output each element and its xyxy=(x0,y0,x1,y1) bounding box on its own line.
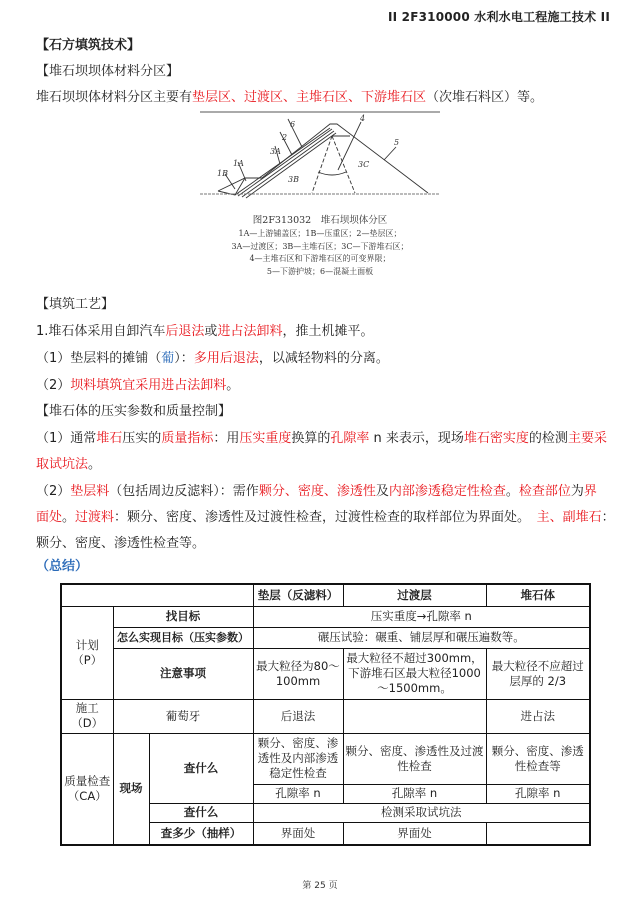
text-run: （包括周边反滤料）：需作 xyxy=(109,484,259,499)
cell: 最大粒径不超过300mm，下游堆石区最大粒径1000～1500mm。 xyxy=(343,648,486,699)
process-line-2 xyxy=(36,351,389,367)
cell: 孔隙率 n xyxy=(343,784,486,803)
highlight-text: 质量指标 xyxy=(161,431,214,446)
figure-caption-line: 3A—过渡区；3B—主堆石区；3C—下游堆石区； xyxy=(231,241,409,251)
fig-label-3c: 3C xyxy=(358,160,370,169)
text-run: ： xyxy=(601,510,615,525)
col-header: 堆石体 xyxy=(486,584,590,606)
text-run: 的检测 xyxy=(528,431,568,446)
site-label: 现场 xyxy=(113,733,149,845)
highlight-text: 取试坑法 xyxy=(36,457,89,472)
highlight-text: 主要采 xyxy=(567,431,607,446)
highlight-text: 过渡料 xyxy=(75,510,115,525)
table-header-row xyxy=(61,584,590,606)
cell: 检测采取试坑法 xyxy=(253,803,590,822)
text-run: 压实的 xyxy=(122,431,162,446)
cell: 进占法 xyxy=(486,699,590,733)
quality-p1-line-1 xyxy=(36,431,607,447)
cell: 孔隙率 n xyxy=(253,784,343,803)
cell: 颗分、密度、渗透性及过渡性检查 xyxy=(343,733,486,784)
fig-label-4: 4 xyxy=(360,114,366,123)
row-label: 注意事项 xyxy=(113,648,253,699)
zoning-heading: 【堆石坝坝体材料分区】 xyxy=(36,64,180,79)
fig-label-2: 2 xyxy=(282,133,288,142)
col-header: 过渡层 xyxy=(343,584,486,606)
text-run: （1）通常 xyxy=(36,431,97,446)
figure-caption-title: 图2F313032 堆石坝坝体分区 xyxy=(252,215,388,226)
zone-boundary-right xyxy=(332,136,355,193)
text-run: 及 xyxy=(375,484,389,499)
cell: 压实重度→孔隙率 n xyxy=(253,606,590,627)
table-corner-cell xyxy=(61,584,253,606)
cell: 颗分、密度、渗透性及内部渗透稳定性检查 xyxy=(253,733,343,784)
row-label: 查什么 xyxy=(149,733,253,803)
text-run: 颗分、密度、渗透性检查等。 xyxy=(36,536,206,551)
text-run: （1）垫层料的摊铺（ xyxy=(36,351,162,366)
page-header: II 2F310000 水利水电工程施工技术 II xyxy=(387,10,610,24)
table-row xyxy=(61,648,590,699)
highlight-text: 检查部位 xyxy=(518,484,571,499)
highlight-text: 颗分、密度、渗透性 xyxy=(258,484,376,499)
cell xyxy=(486,822,590,845)
cell: 界面处 xyxy=(343,822,486,845)
quality-p2-line-2 xyxy=(36,510,615,526)
highlight-text: 面处 xyxy=(36,510,63,525)
do-label: 施工（D） xyxy=(61,699,113,733)
process-line-1 xyxy=(36,324,373,340)
row-label: 找目标 xyxy=(113,606,253,627)
dam-outline xyxy=(218,124,428,193)
cell: 最大粒径不应超过层厚的 2/3 xyxy=(486,648,590,699)
row-label: 葡萄牙 xyxy=(113,699,253,733)
fig-label-3b: 3B xyxy=(288,175,299,184)
row-label: 查多少（抽样） xyxy=(149,822,253,845)
quality-p2-line-1 xyxy=(36,484,597,500)
cell: 界面处 xyxy=(253,822,343,845)
section-title: 【石方填筑技术】 xyxy=(36,38,141,53)
process-line-3 xyxy=(36,378,239,394)
page-number: 第 25 页 xyxy=(302,881,338,891)
text-run: 。 xyxy=(505,484,519,499)
row-label: 查什么 xyxy=(149,803,253,822)
text-run: 堆石坝坝体材料分区主要有 xyxy=(36,90,193,105)
quality-heading: 【堆石体的压实参数和质量控制】 xyxy=(36,404,232,419)
variable-boundary-arc xyxy=(318,172,346,175)
text-run: 换算的 xyxy=(291,431,331,446)
figure-caption xyxy=(200,214,440,278)
figure-caption-line: 4—主堆石区和下游堆石区的可变界限； xyxy=(249,254,391,263)
highlight-text: 堆石 xyxy=(96,431,123,446)
fig-label-3a: 3A xyxy=(270,147,281,156)
text-run: ：颗分、密度、渗透性及过渡性检查，过渡性检查的取样部位为界面处。 xyxy=(114,510,537,525)
summary-label: （总结） xyxy=(36,559,89,574)
fig-label-6: 6 xyxy=(290,120,296,129)
table-row xyxy=(61,606,590,627)
highlight-text: 孔隙率 xyxy=(330,431,370,446)
text-run: 。 xyxy=(226,378,240,393)
cell: 颗分、密度、渗透性检查等 xyxy=(486,733,590,784)
text-run: n 来表示，现场 xyxy=(369,431,464,446)
quality-p1-line-2 xyxy=(36,457,101,473)
face-slab-line-4 xyxy=(246,133,336,198)
fig-label-5: 5 xyxy=(394,138,400,147)
text-run: ，以减轻物料的分离。 xyxy=(258,351,389,366)
highlight-text: 垫层料 xyxy=(70,484,110,499)
note-text: 葡 xyxy=(161,351,175,366)
plan-label: 计划（P） xyxy=(61,606,113,699)
text-run: ：用 xyxy=(213,431,240,446)
text-run: 或 xyxy=(204,324,218,339)
highlight-text: 内部渗透稳定性检查 xyxy=(388,484,506,499)
summary-table xyxy=(60,583,591,846)
leader-5 xyxy=(384,147,396,160)
text-run: 为 xyxy=(570,484,584,499)
highlight-text: 压实重度 xyxy=(239,431,292,446)
highlight-text: 垫层区、过渡区、主堆石区、下游堆石区 xyxy=(192,90,427,105)
cell: 碾压试验：碾重、铺层厚和碾压遍数等。 xyxy=(253,627,590,648)
figure-caption-line: 1A—上游铺盖区；1B—压重区；2—垫层区； xyxy=(238,229,402,238)
row-label: 怎么实现目标（压实参数） xyxy=(113,627,253,648)
face-slab-line-3 xyxy=(242,131,334,197)
highlight-text: 进占法卸料 xyxy=(217,324,283,339)
fig-label-1a: 1A xyxy=(233,159,244,168)
text-run: ）： xyxy=(174,351,194,366)
highlight-text: 主、副堆石 xyxy=(536,510,602,525)
text-run: 。 xyxy=(88,457,102,472)
col-header: 垫层（反滤料） xyxy=(253,584,343,606)
highlight-text: 界 xyxy=(583,484,597,499)
cell xyxy=(343,699,486,733)
quality-p2-line-3 xyxy=(36,536,205,552)
cell: 后退法 xyxy=(253,699,343,733)
process-heading: 【填筑工艺】 xyxy=(36,297,115,312)
fig-label-1b: 1B xyxy=(217,169,228,178)
text-run: （2） xyxy=(36,484,71,499)
highlight-text: 堆石密实度 xyxy=(463,431,529,446)
text-run: （2） xyxy=(36,378,71,393)
highlight-text: 后退法 xyxy=(165,324,205,339)
check-label: 质量检查（CA） xyxy=(61,733,113,845)
text-run: ，推土机摊平。 xyxy=(282,324,374,339)
text-run: 。 xyxy=(62,510,76,525)
table-row xyxy=(61,699,590,733)
highlight-text: 多用后退法 xyxy=(193,351,259,366)
table-row xyxy=(61,627,590,648)
cell: 最大粒径为80～100mm xyxy=(253,648,343,699)
figure-caption-line: 5—下游护坡；6—混凝土面板 xyxy=(266,266,374,276)
cell: 孔隙率 n xyxy=(486,784,590,803)
text-run: 1.堆石体采用自卸汽车 xyxy=(36,324,166,339)
text-run: （次堆石料区）等。 xyxy=(426,90,544,105)
table-row xyxy=(61,733,590,784)
highlight-text: 坝料填筑宜采用进占法卸料 xyxy=(70,378,227,393)
zone-1b-outline xyxy=(218,178,245,195)
zoning-sentence xyxy=(36,90,543,106)
